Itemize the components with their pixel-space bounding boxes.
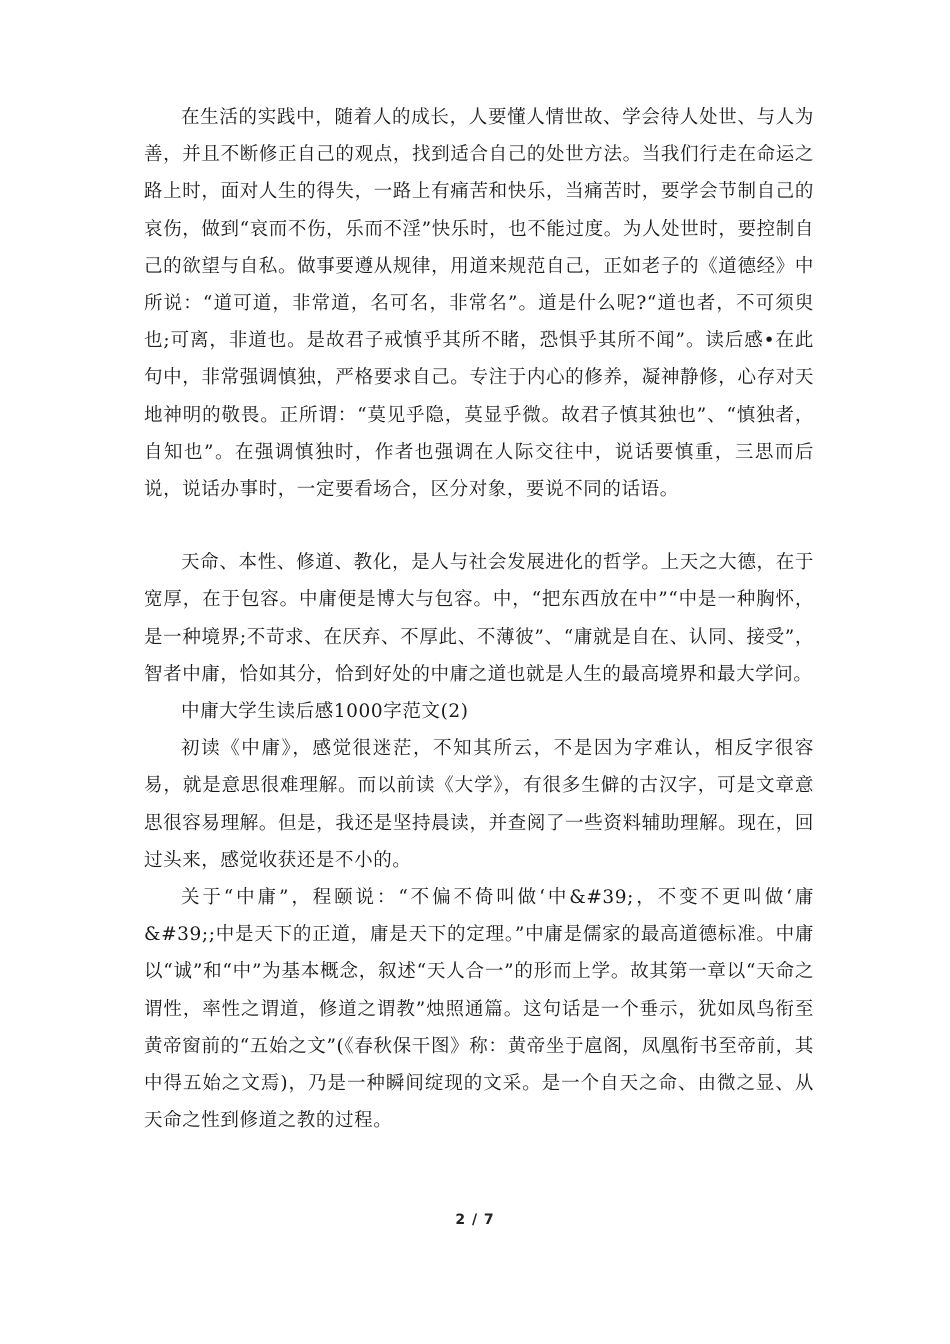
paragraph-2: 天命、本性、修道、教化，是人与社会发展进化的哲学。上天之大德，在于宽厚，在于包容。中庸便是博大与包容。中，“把东西放在中”“中是一种胸怀，是一种境界;不苛求、在厌弃、不厚此、不薄彼”、“庸就是自在、认同、接受”，智者中庸，恰如其分，恰到好处的中庸之道也就是人生的最高境界和最大学问。: [144, 552, 814, 685]
document-body: [144, 99, 814, 1139]
page-number: 2 / 7: [455, 1212, 495, 1228]
paragraph-1: 在生活的实践中，随着人的成长，人要懂人情世故、学会待人处世、与人为善，并且不断修正自己的观点，找到适合自己的处世方法。当我们行走在命运之路上时，面对人生的得失，一路上有痛苦和快乐，当痛苦时，要学会节制自己的哀伤，做到“哀而不伤，乐而不淫”快乐时，也不能过度。为人处世时，要控制自己的欲望与自私。做事要遵从规律，用道来规范自己，正如老子的《道德经》中所说：“道可道，非常道，名可名，非常名”。道是什么呢?“道也者，不可须臾也;可离，非道也。是故君子戒慎乎其所不睹，恐惧乎其所不闻”。读后感•在此句中，非常强调慎独，严格要求自己。专注于内心的修养，凝神静修，心存对天地神明的敬畏。正所谓：“莫见乎隐，莫显乎微。故君子慎其独也”、“慎独者，自知也”。在强调慎独时，作者也强调在人际交往中，说话要慎重，三思而后说，说话办事时，一定要看场合，区分对象，要说不同的话语。: [144, 107, 814, 501]
section-subtitle: 中庸大学生读后感1000字范文(2): [181, 701, 469, 723]
paragraph-4: 关于“中庸”，程颐说：“不偏不倚叫做‘中&#39;，不变不更叫做‘庸&#39;;中是天下的正道，庸是天下的定理。”中庸是儒家的最高道德标准。中庸以“诚”和“中”为基本概念，叙述“天人合一”的形而上学。故其第一章以“天命之谓性，率性之谓道，修道之谓教”烛照通篇。这句话是一个垂示，犹如凤鸟衔至黄帝窗前的“五始之文”(《春秋保干图》称：黄帝坐于扈阁，凤凰衔书至帝前，其中得五始之文焉)，乃是一种瞬间绽现的文采。是一个自天之命、由微之显、从天命之性到修道之教的过程。: [144, 887, 814, 1132]
paragraph-3: 初读《中庸》，感觉很迷茫，不知其所云，不是因为字难认，相反字很容易，就是意思很难理解。而以前读《大学》，有很多生僻的古汉字，可是文章意思很容易理解。但是，我还是坚持晨读，并查阅了一些资料辅助理解。现在，回过头来，感觉收获还是不小的。: [144, 738, 814, 871]
